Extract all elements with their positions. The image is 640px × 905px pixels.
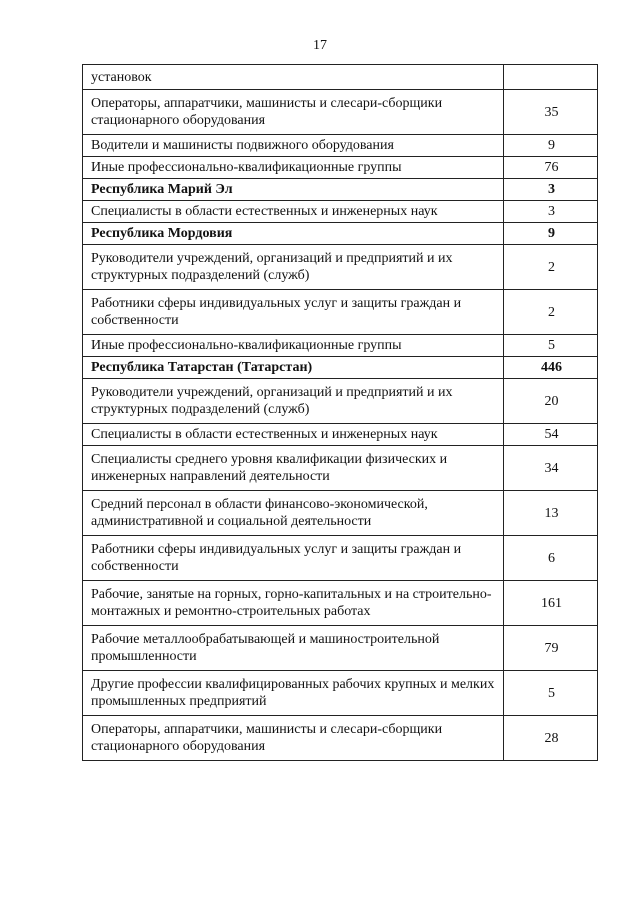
group-name-cell: Рабочие металлообрабатывающей и машиностроительной промышленности <box>83 626 504 671</box>
page-number: 17 <box>313 38 327 53</box>
region-total-cell: 9 <box>504 223 598 245</box>
region-name-cell: Республика Мордовия <box>83 223 504 245</box>
table-row <box>83 491 598 536</box>
group-name-cell: Рабочие, занятые на горных, горно-капитальных и на строительно-монтажных и ремонтно-строительных работах <box>83 581 504 626</box>
group-name-cell: Водители и машинисты подвижного оборудования <box>83 135 504 157</box>
table-row <box>83 446 598 491</box>
group-name-cell: Работники сферы индивидуальных услуг и защиты граждан и собственности <box>83 290 504 335</box>
group-name-cell: Руководители учреждений, организаций и предприятий и их структурных подразделений (служб) <box>83 245 504 290</box>
count-cell: 161 <box>504 581 598 626</box>
group-name-cell: Операторы, аппаратчики, машинисты и слесари-сборщики стационарного оборудования <box>83 90 504 135</box>
table-row <box>83 626 598 671</box>
group-name-cell: установок <box>83 65 504 90</box>
count-cell: 76 <box>504 157 598 179</box>
count-cell <box>504 65 598 90</box>
group-name-cell: Другие профессии квалифицированных рабочих крупных и мелких промышленных предприятий <box>83 671 504 716</box>
count-cell: 2 <box>504 290 598 335</box>
count-cell: 5 <box>504 335 598 357</box>
table-row <box>83 245 598 290</box>
table-row <box>83 90 598 135</box>
group-name-cell: Руководители учреждений, организаций и предприятий и их структурных подразделений (служб) <box>83 379 504 424</box>
group-name-cell: Специалисты в области естественных и инженерных наук <box>83 424 504 446</box>
group-name-cell: Иные профессионально-квалификационные группы <box>83 335 504 357</box>
count-cell: 9 <box>504 135 598 157</box>
table-body <box>83 65 598 761</box>
region-name-cell: Республика Марий Эл <box>83 179 504 201</box>
region-name-cell: Республика Татарстан (Татарстан) <box>83 357 504 379</box>
count-cell: 34 <box>504 446 598 491</box>
table-row <box>83 335 598 357</box>
table-row-region <box>83 223 598 245</box>
count-cell: 6 <box>504 536 598 581</box>
count-cell: 13 <box>504 491 598 536</box>
table-row <box>83 536 598 581</box>
table-row <box>83 65 598 90</box>
table-row <box>83 671 598 716</box>
count-cell: 20 <box>504 379 598 424</box>
table-row <box>83 201 598 223</box>
region-total-cell: 446 <box>504 357 598 379</box>
count-cell: 2 <box>504 245 598 290</box>
table-row-region <box>83 179 598 201</box>
table-row <box>83 379 598 424</box>
count-cell: 54 <box>504 424 598 446</box>
group-name-cell: Специалисты в области естественных и инженерных наук <box>83 201 504 223</box>
group-name-cell: Работники сферы индивидуальных услуг и защиты граждан и собственности <box>83 536 504 581</box>
table-row <box>83 290 598 335</box>
count-cell: 28 <box>504 716 598 761</box>
count-cell: 79 <box>504 626 598 671</box>
group-name-cell: Специалисты среднего уровня квалификации физических и инженерных направлений деятельности <box>83 446 504 491</box>
count-cell: 35 <box>504 90 598 135</box>
group-name-cell: Средний персонал в области финансово-экономической, административной и социальной деятельности <box>83 491 504 536</box>
group-name-cell: Операторы, аппаратчики, машинисты и слесари-сборщики стационарного оборудования <box>83 716 504 761</box>
table-row <box>83 157 598 179</box>
statistics-table <box>82 64 598 761</box>
table-row-region <box>83 357 598 379</box>
region-total-cell: 3 <box>504 179 598 201</box>
table-row <box>83 135 598 157</box>
group-name-cell: Иные профессионально-квалификационные группы <box>83 157 504 179</box>
table-row <box>83 716 598 761</box>
table-row <box>83 424 598 446</box>
count-cell: 5 <box>504 671 598 716</box>
count-cell: 3 <box>504 201 598 223</box>
table-row <box>83 581 598 626</box>
